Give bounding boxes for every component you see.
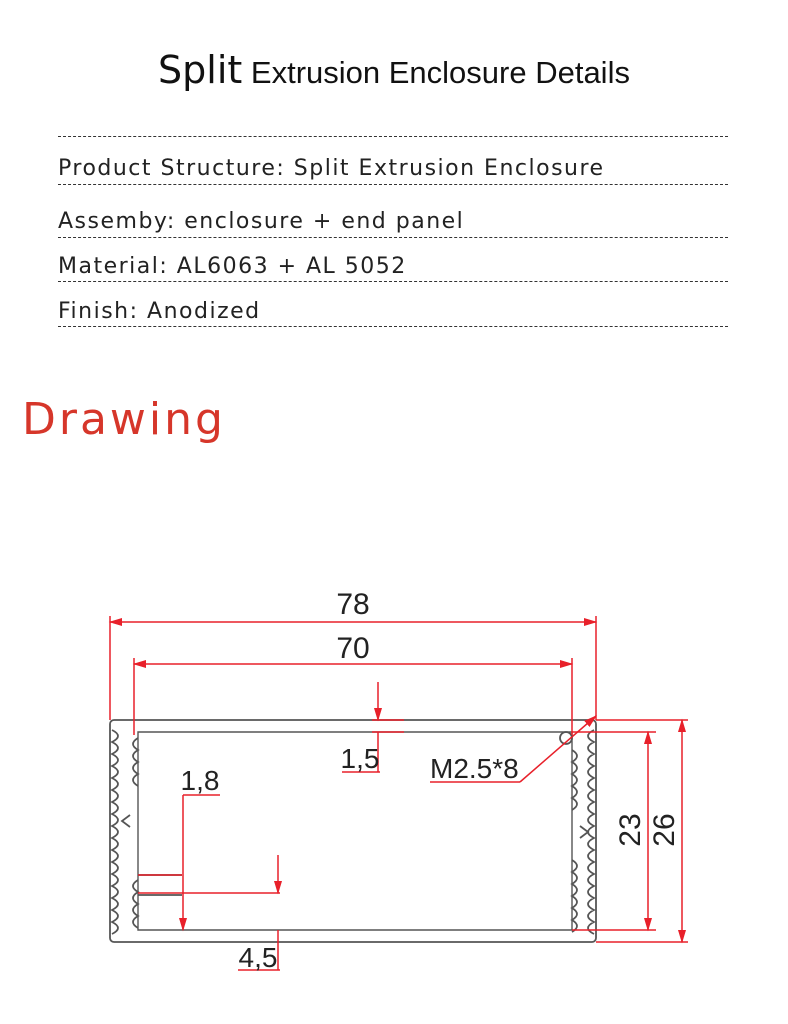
spec-value: Anodized <box>147 299 261 324</box>
right-slot <box>580 826 588 838</box>
spec-value: AL6063 + AL 5052 <box>176 254 407 279</box>
spec-label: Material: <box>58 254 169 279</box>
left-slot <box>122 815 182 895</box>
drawing-heading: Drawing <box>22 394 226 445</box>
spec-value: enclosure + end panel <box>184 209 465 234</box>
dim-overall-width-label: 78 <box>336 588 370 621</box>
dim-inner-width-label: 70 <box>336 632 370 665</box>
dim-slot-label: 4,5 <box>238 942 278 973</box>
left-inner-ribs <box>133 738 138 928</box>
spec-label: Finish: <box>58 299 139 324</box>
spec-label: Product Structure: <box>58 156 286 181</box>
dim-top-wall-label: 1,5 <box>340 743 380 774</box>
title-rest: Extrusion Enclosure Details <box>250 55 630 90</box>
left-ribs <box>112 730 118 934</box>
spec-label: Assemby: <box>58 209 176 234</box>
dim-screw-label: M2.5*8 <box>430 753 519 784</box>
screw-leader <box>520 716 596 782</box>
dim-overall-height-label: 26 <box>648 813 681 847</box>
right-inner-ribs <box>572 750 577 932</box>
title-prefix: Split <box>158 48 243 92</box>
spec-value: Split Extrusion Enclosure <box>293 156 605 181</box>
dim-inner-height-label: 23 <box>614 813 647 847</box>
dim-side-wall-label: 1,8 <box>180 765 220 796</box>
